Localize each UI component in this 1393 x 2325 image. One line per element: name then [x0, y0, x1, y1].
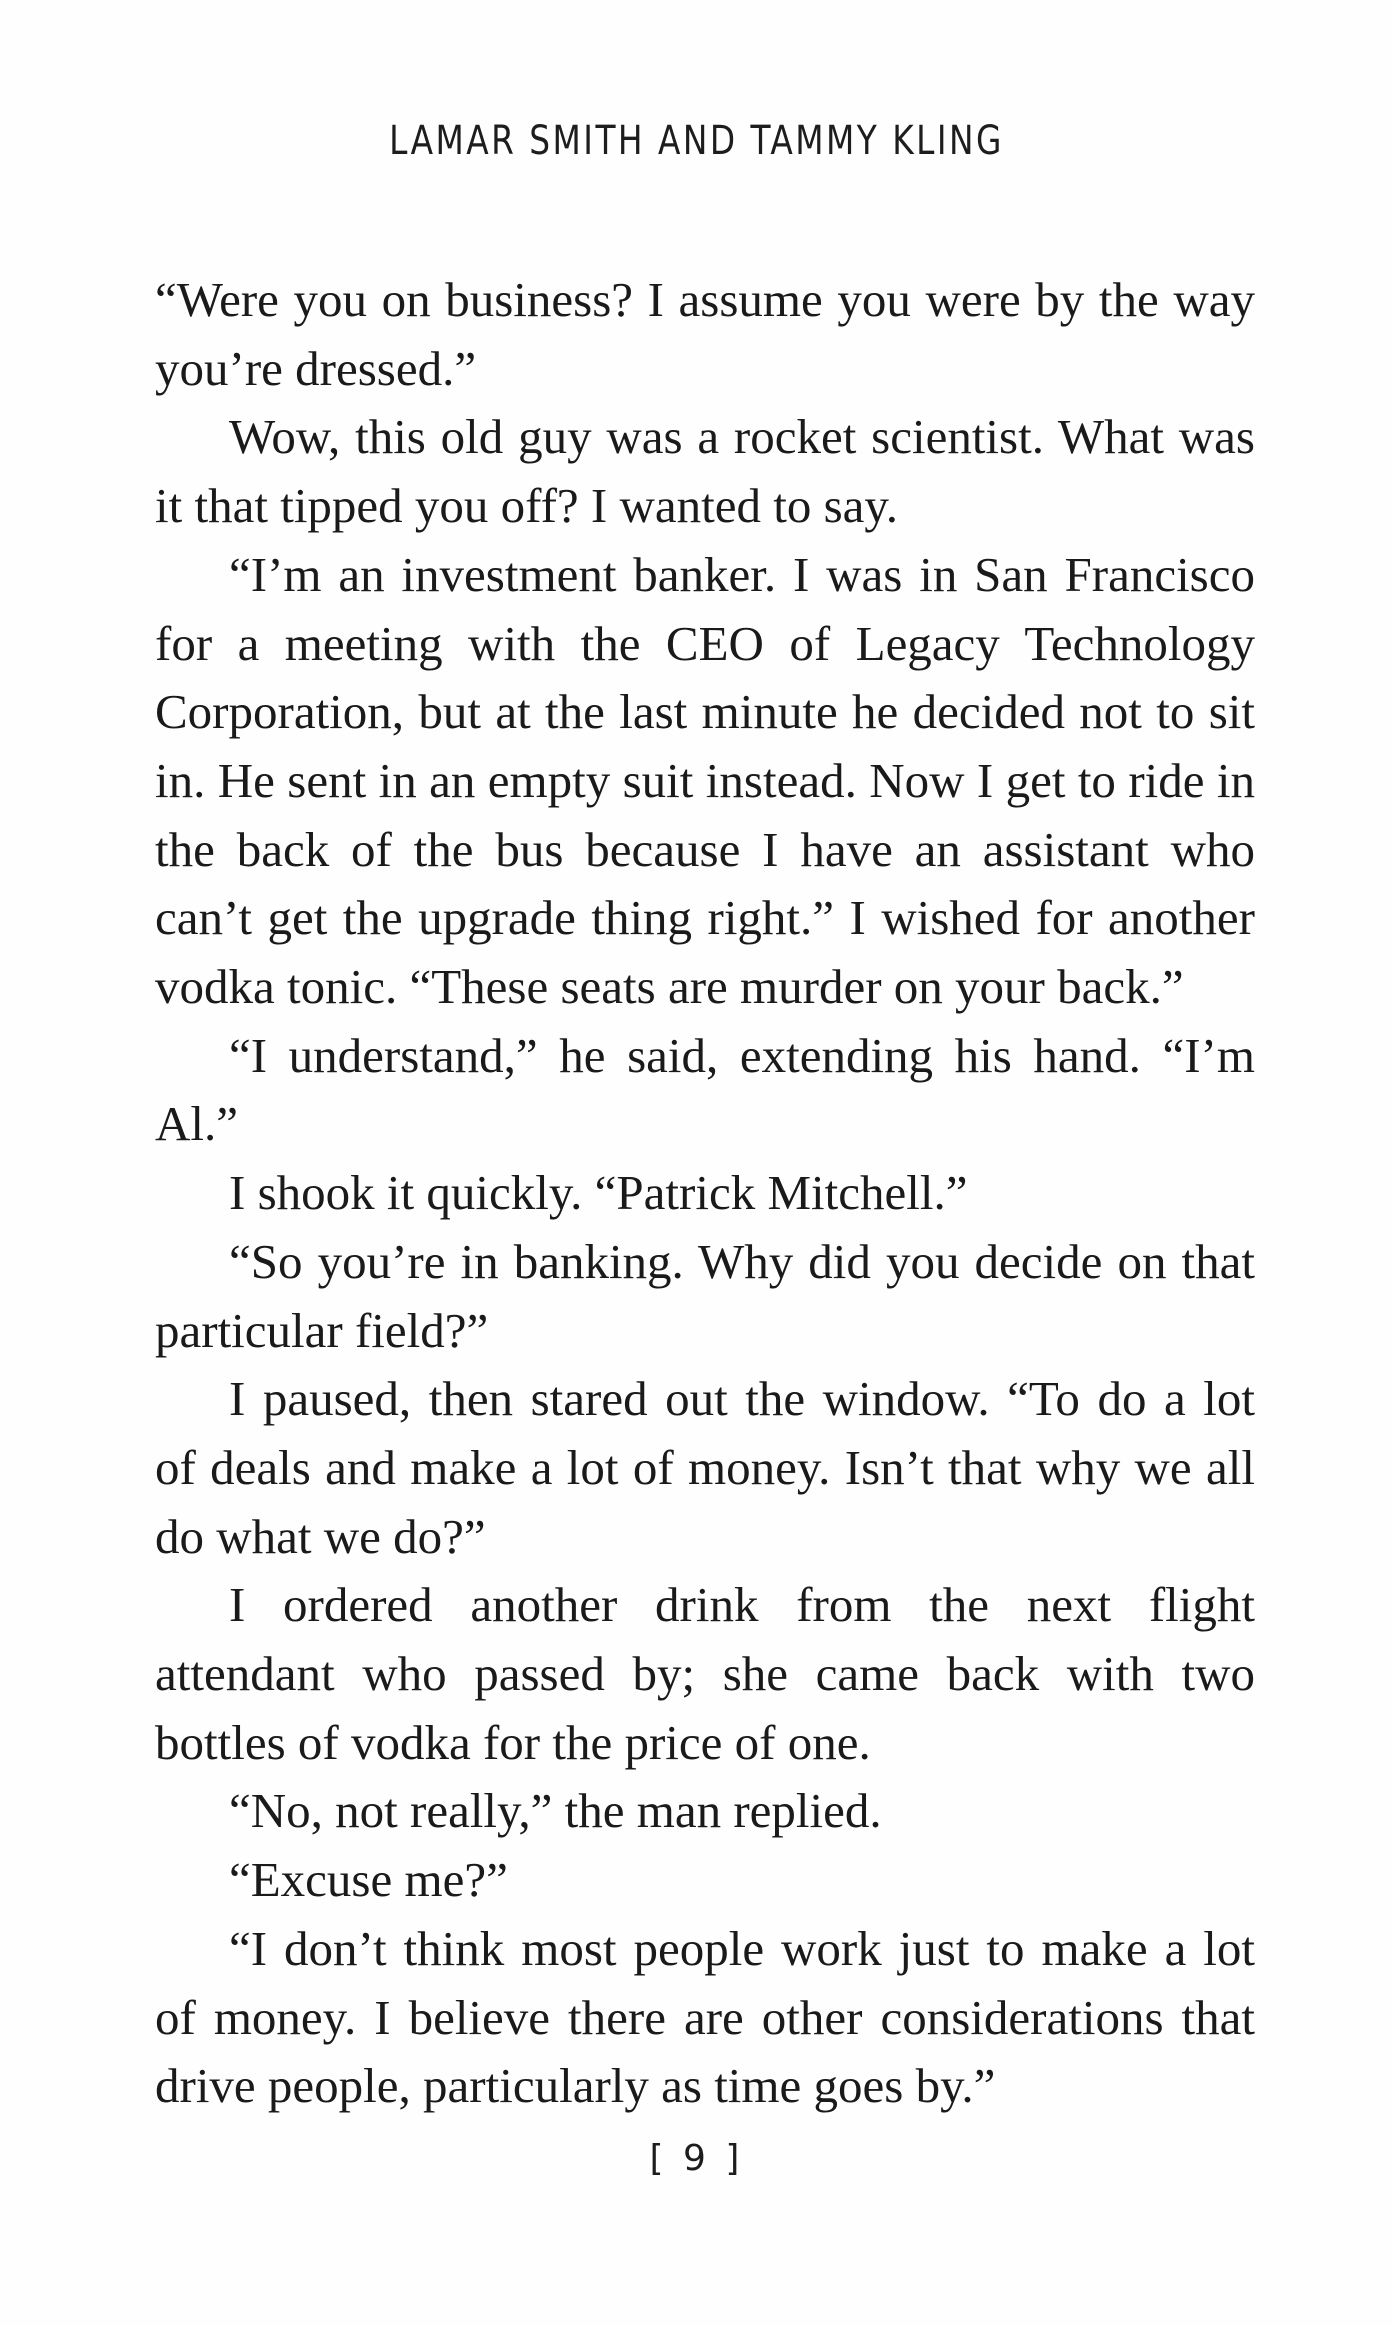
- paragraph: Wow, this old guy was a rocket scientist. What was it that tipped you off? I wanted to say.: [155, 409, 1255, 534]
- paragraph: “No, not really,” the man replied.: [229, 1783, 882, 1839]
- page-number: [ 9 ]: [649, 2138, 744, 2179]
- paragraph: “I’m an investment banker. I was in San Francisco for a meeting with the CEO of Legacy Technology Corporation, but at the last minute he decided not to sit in. He sent in an empty suit instead. Now I get to ride in the back of the bus because I have an assistant who can’t get the upgrade thing right.” I wished for another vodka tonic. “These seats are murder on your back.”: [155, 546, 1255, 1015]
- paragraph: I paused, then stared out the window. “To do a lot of deals and make a lot of money. Isn’t that why we all do what we do?”: [155, 1371, 1255, 1564]
- body-text: [155, 266, 1255, 2121]
- paragraph: I shook it quickly. “Patrick Mitchell.”: [229, 1165, 968, 1221]
- paragraph: “I don’t think most people work just to make a lot of money. I believe there are other considerations that drive people, particularly as time goes by.”: [155, 1920, 1255, 2114]
- paragraph: “Were you on business? I assume you were by the way you’re dressed.”: [155, 272, 1255, 396]
- paragraph: “So you’re in banking. Why did you decide on that particular field?”: [155, 1233, 1255, 1358]
- paragraph: “I understand,” he said, extending his hand. “I’m Al.”: [155, 1027, 1255, 1152]
- paragraph: I ordered another drink from the next flight attendant who passed by; she came back with two bottles of vodka for the price of one.: [155, 1577, 1255, 1770]
- paragraph: “Excuse me?”: [229, 1852, 508, 1908]
- running-head: LAMAR SMITH AND TAMMY KLING: [389, 118, 1004, 164]
